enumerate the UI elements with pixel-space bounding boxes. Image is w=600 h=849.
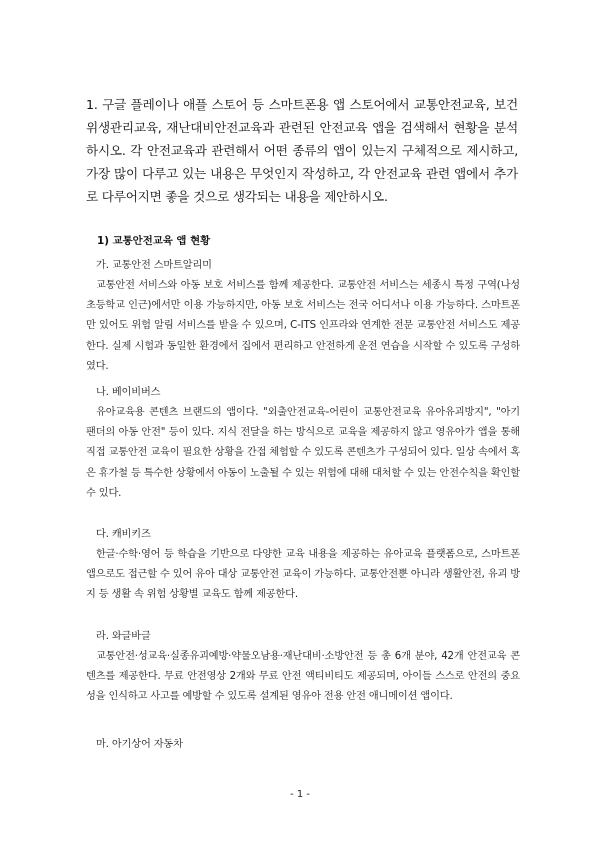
section-title: 1) 교통안전교육 앱 현황 — [97, 235, 211, 247]
item-title: 나. 베이비버스 — [96, 387, 161, 398]
item-babybus — [86, 383, 520, 504]
item-title: 마. 아기상어 자동차 — [96, 739, 183, 750]
item-smart-alimi — [86, 256, 520, 377]
item-body: 한글·수학·영어 등 학습을 기반으로 다양한 교육 내용을 제공하는 유아교육 플랫폼으로, 스마트폰 앱으로도 접근할 수 있어 유아 대상 교통안전 교육이 가능하다. 교통안전뿐 아니라 생활안전, 유괴 방지 등 생활 속 위험 상황별 교육도 함께 제공한다. — [86, 549, 520, 601]
question-text: 1. 구글 플레이나 애플 스토어 등 스마트폰용 앱 스토어에서 교통안전교육, 보건위생관리교육, 재난대비안전교육과 관련된 안전교육 앱을 검색해서 현황을 분석하시오. 각 안전교육과 관련해서 어떤 종류의 앱이 있는지 구체적으로 제시하고, 가장 많이 다루고 있는 내용은 무엇인지 작성하고, 각 안전교육 관련 앱에서 추가로 다루어지면 좋을 것으로 생각되는 내용을 제안하시오. — [86, 97, 518, 204]
item-title: 다. 캐비키즈 — [96, 529, 151, 540]
item-body: 유아교육용 콘텐츠 브랜드의 앱이다. "외출안전교육-어린이 교통안전교육 유아유괴방지", "아기 팬더의 아동 안전" 등이 있다. 지식 전달을 하는 방식으로 교육을 제공하지 않고 영유아가 앱을 통해 직접 교통안전 교육이 필요한 상황을 간접 체험할 수 있도록 콘텐츠가 구성되어 있다. 일상 속에서 혹은 휴가철 등 특수한 상황에서 아동이 노출될 수 있는 위험에 대해 대처할 수 있는 안전수칙을 확인할 수 있다. — [86, 407, 520, 499]
item-baby-shark-car — [86, 735, 520, 755]
item-cabikids — [86, 525, 520, 606]
item-body: 교통안전 서비스와 아동 보호 서비스를 함께 제공한다. 교통안전 서비스는 세종시 특정 구역(나성초등학교 인근)에서만 이용 가능하지만, 아동 보호 서비스는 전국 어디서나 이용 가능하다. 스마트폰만 있어도 위험 알림 서비스를 받을 수 있으며, C-ITS 인프라와 연계한 전문 교통안전 서비스도 제공한다. 실제 시험과 동일한 환경에서 집에서 편리하고 안전하게 운전 연습을 시작할 수 있도록 구성하였다. — [86, 280, 520, 372]
page-number: - 1 - — [290, 789, 310, 800]
item-body: 교통안전·성교육·실종유괴예방·약물오남용·재난대비·소방안전 등 총 6개 분야, 42개 안전교육 콘텐츠를 제공한다. 무료 안전영상 2개와 무료 안전 액티비티도 제공되며, 아이들 스스로 안전의 중요성을 인식하고 사고를 예방할 수 있도록 설계된 영유아 전용 안전 애니메이션 앱이다. — [86, 651, 520, 703]
item-title: 가. 교통안전 스마트알리미 — [96, 260, 212, 271]
item-title: 라. 와글바글 — [96, 631, 151, 642]
item-wagle-bagle — [86, 627, 520, 708]
